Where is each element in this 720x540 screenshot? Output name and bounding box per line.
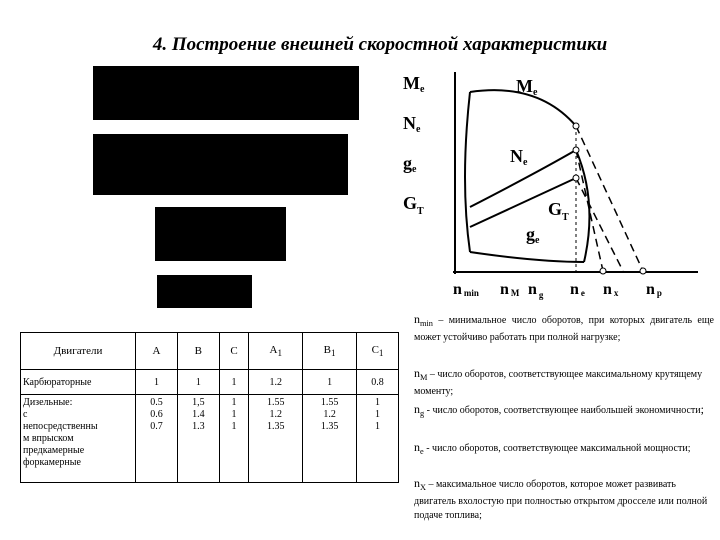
cell-line: 1.55 bbox=[320, 397, 339, 408]
header-cell: $A_1$ bbox=[249, 333, 303, 370]
page-title: 4. Построение внешней скоростной характеристики bbox=[152, 34, 608, 55]
cell-line: 1 bbox=[231, 421, 237, 432]
x-label-np: np bbox=[646, 281, 662, 298]
table-cell: 1.2 bbox=[249, 370, 303, 395]
ge-curve bbox=[470, 252, 584, 262]
table-row bbox=[21, 395, 399, 483]
legend-text: – число оборотов, соответствующее максимальному крутящему моменту; bbox=[414, 369, 703, 397]
header-cell: $C_1$ bbox=[357, 333, 399, 370]
header-cell: C bbox=[219, 333, 249, 370]
axis-label-gt: $G_T$ bbox=[403, 193, 424, 217]
redacted-box-1 bbox=[93, 66, 359, 120]
header-cell: $B_1$ bbox=[303, 333, 357, 370]
cell-line: 1.55 bbox=[267, 397, 285, 408]
legend-text: - число оборотов, соответствующее наибольшей экономичности bbox=[424, 405, 701, 416]
x-label-nx: nx bbox=[603, 281, 619, 298]
legend-text: - число оборотов, соответствующее максимальной мощности; bbox=[423, 443, 691, 454]
curve-label-ne: Ne bbox=[510, 146, 528, 168]
header-cell: A bbox=[136, 333, 178, 370]
cell-line: 1 bbox=[231, 409, 237, 420]
table-cell bbox=[136, 395, 178, 483]
header-subscript: 1 bbox=[331, 348, 336, 359]
legend-nx bbox=[414, 476, 714, 523]
legend-ng bbox=[414, 402, 714, 421]
table-cell: 1 bbox=[219, 370, 249, 395]
cell-line: 0.6 bbox=[150, 409, 163, 420]
engine-coefficients-table bbox=[20, 332, 399, 483]
legend-tail: ; bbox=[700, 402, 704, 416]
point-gt bbox=[573, 175, 579, 181]
cell-line: с bbox=[23, 409, 28, 420]
header-cell: B bbox=[177, 333, 219, 370]
table-cell bbox=[177, 395, 219, 483]
table-cell bbox=[219, 395, 249, 483]
x-label-ne: ne bbox=[570, 281, 585, 298]
legend-symbol: n bbox=[414, 440, 420, 454]
cell-line: 1 bbox=[375, 421, 381, 432]
table-cell: 1 bbox=[177, 370, 219, 395]
cell-line: 0.7 bbox=[150, 421, 163, 432]
cell-line: 0.5 bbox=[150, 397, 163, 408]
curve-label-me: Me bbox=[516, 76, 538, 98]
cell-line: 1 bbox=[375, 409, 381, 420]
cell-line: 1.2 bbox=[323, 409, 336, 420]
cell-line: предкамерные bbox=[23, 445, 85, 456]
cell-line: 1.3 bbox=[192, 421, 205, 432]
header-subscript: 1 bbox=[277, 348, 283, 359]
cell-line: 1.35 bbox=[267, 421, 285, 432]
x-label-ng: n $_g$ bbox=[528, 281, 544, 300]
legend-nm bbox=[414, 366, 714, 399]
table-cell bbox=[303, 395, 357, 483]
cell-line: м впрыском bbox=[23, 433, 74, 444]
x-label-nm: n M bbox=[500, 281, 520, 298]
legend-nmin bbox=[414, 312, 714, 345]
legend-symbol: n bbox=[414, 312, 420, 326]
legend-text: – максимальное число оборотов, которое может развивать двигатель вхолостую при полностью открытом дросселе или полной подаче топлива; bbox=[414, 479, 708, 521]
legend-symbol: n bbox=[414, 402, 420, 416]
cell-line: Дизельные: bbox=[23, 397, 73, 408]
table-row bbox=[21, 370, 399, 395]
left-bound-curve bbox=[465, 92, 470, 252]
legend-ne bbox=[414, 440, 714, 459]
legend-text: – минимальное число оборотов, при которых двигатель еще может устойчиво работать при полной нагрузке; bbox=[414, 315, 714, 343]
x-label-nmin: nmin bbox=[453, 281, 479, 298]
legend-subscript: min bbox=[420, 319, 433, 328]
legend-subscript: e bbox=[420, 447, 424, 456]
legend-symbol: n bbox=[414, 366, 420, 380]
table-cell bbox=[249, 395, 303, 483]
table-cell: 1 bbox=[136, 370, 178, 395]
table-cell bbox=[357, 395, 399, 483]
redacted-box-4 bbox=[157, 275, 252, 308]
cell-line: 1 bbox=[231, 397, 237, 408]
curve-label-gt: $G_T$ bbox=[548, 199, 569, 223]
axis-label-me: Me bbox=[403, 73, 425, 95]
point-me bbox=[573, 123, 579, 129]
table-cell: 0.8 bbox=[357, 370, 399, 395]
legend-subscript: X bbox=[420, 483, 427, 492]
table-header-row bbox=[21, 333, 399, 370]
legend-symbol: n bbox=[414, 476, 420, 490]
point-ne bbox=[573, 147, 579, 153]
cell-line: 1.35 bbox=[320, 421, 339, 432]
speed-characteristic-diagram bbox=[398, 62, 698, 307]
redacted-box-2 bbox=[93, 134, 348, 195]
cell-line: непосредственны bbox=[23, 421, 98, 432]
table-cell: 1 bbox=[303, 370, 357, 395]
axis-label-ge: ge bbox=[403, 153, 417, 175]
right-bound-curve bbox=[576, 150, 589, 262]
cell-line: форкамерные bbox=[23, 457, 81, 468]
cell-line: 1.2 bbox=[269, 409, 282, 420]
header-subscript: 1 bbox=[378, 348, 384, 359]
point-np bbox=[640, 268, 646, 274]
table-cell bbox=[21, 395, 136, 483]
cell-line: 1 bbox=[375, 397, 381, 408]
axis-label-ne: Ne bbox=[403, 113, 421, 135]
table-cell: Карбюраторные bbox=[21, 370, 136, 395]
point-nx bbox=[600, 268, 606, 274]
legend-subscript: M bbox=[420, 373, 428, 382]
cell-line: 1,5 bbox=[192, 397, 205, 408]
curve-label-ge: ge bbox=[526, 224, 540, 246]
legend-subscript: g bbox=[420, 409, 425, 418]
redacted-box-3 bbox=[155, 207, 286, 261]
header-cell: Двигатели bbox=[21, 333, 136, 370]
cell-line: 1.4 bbox=[192, 409, 205, 420]
